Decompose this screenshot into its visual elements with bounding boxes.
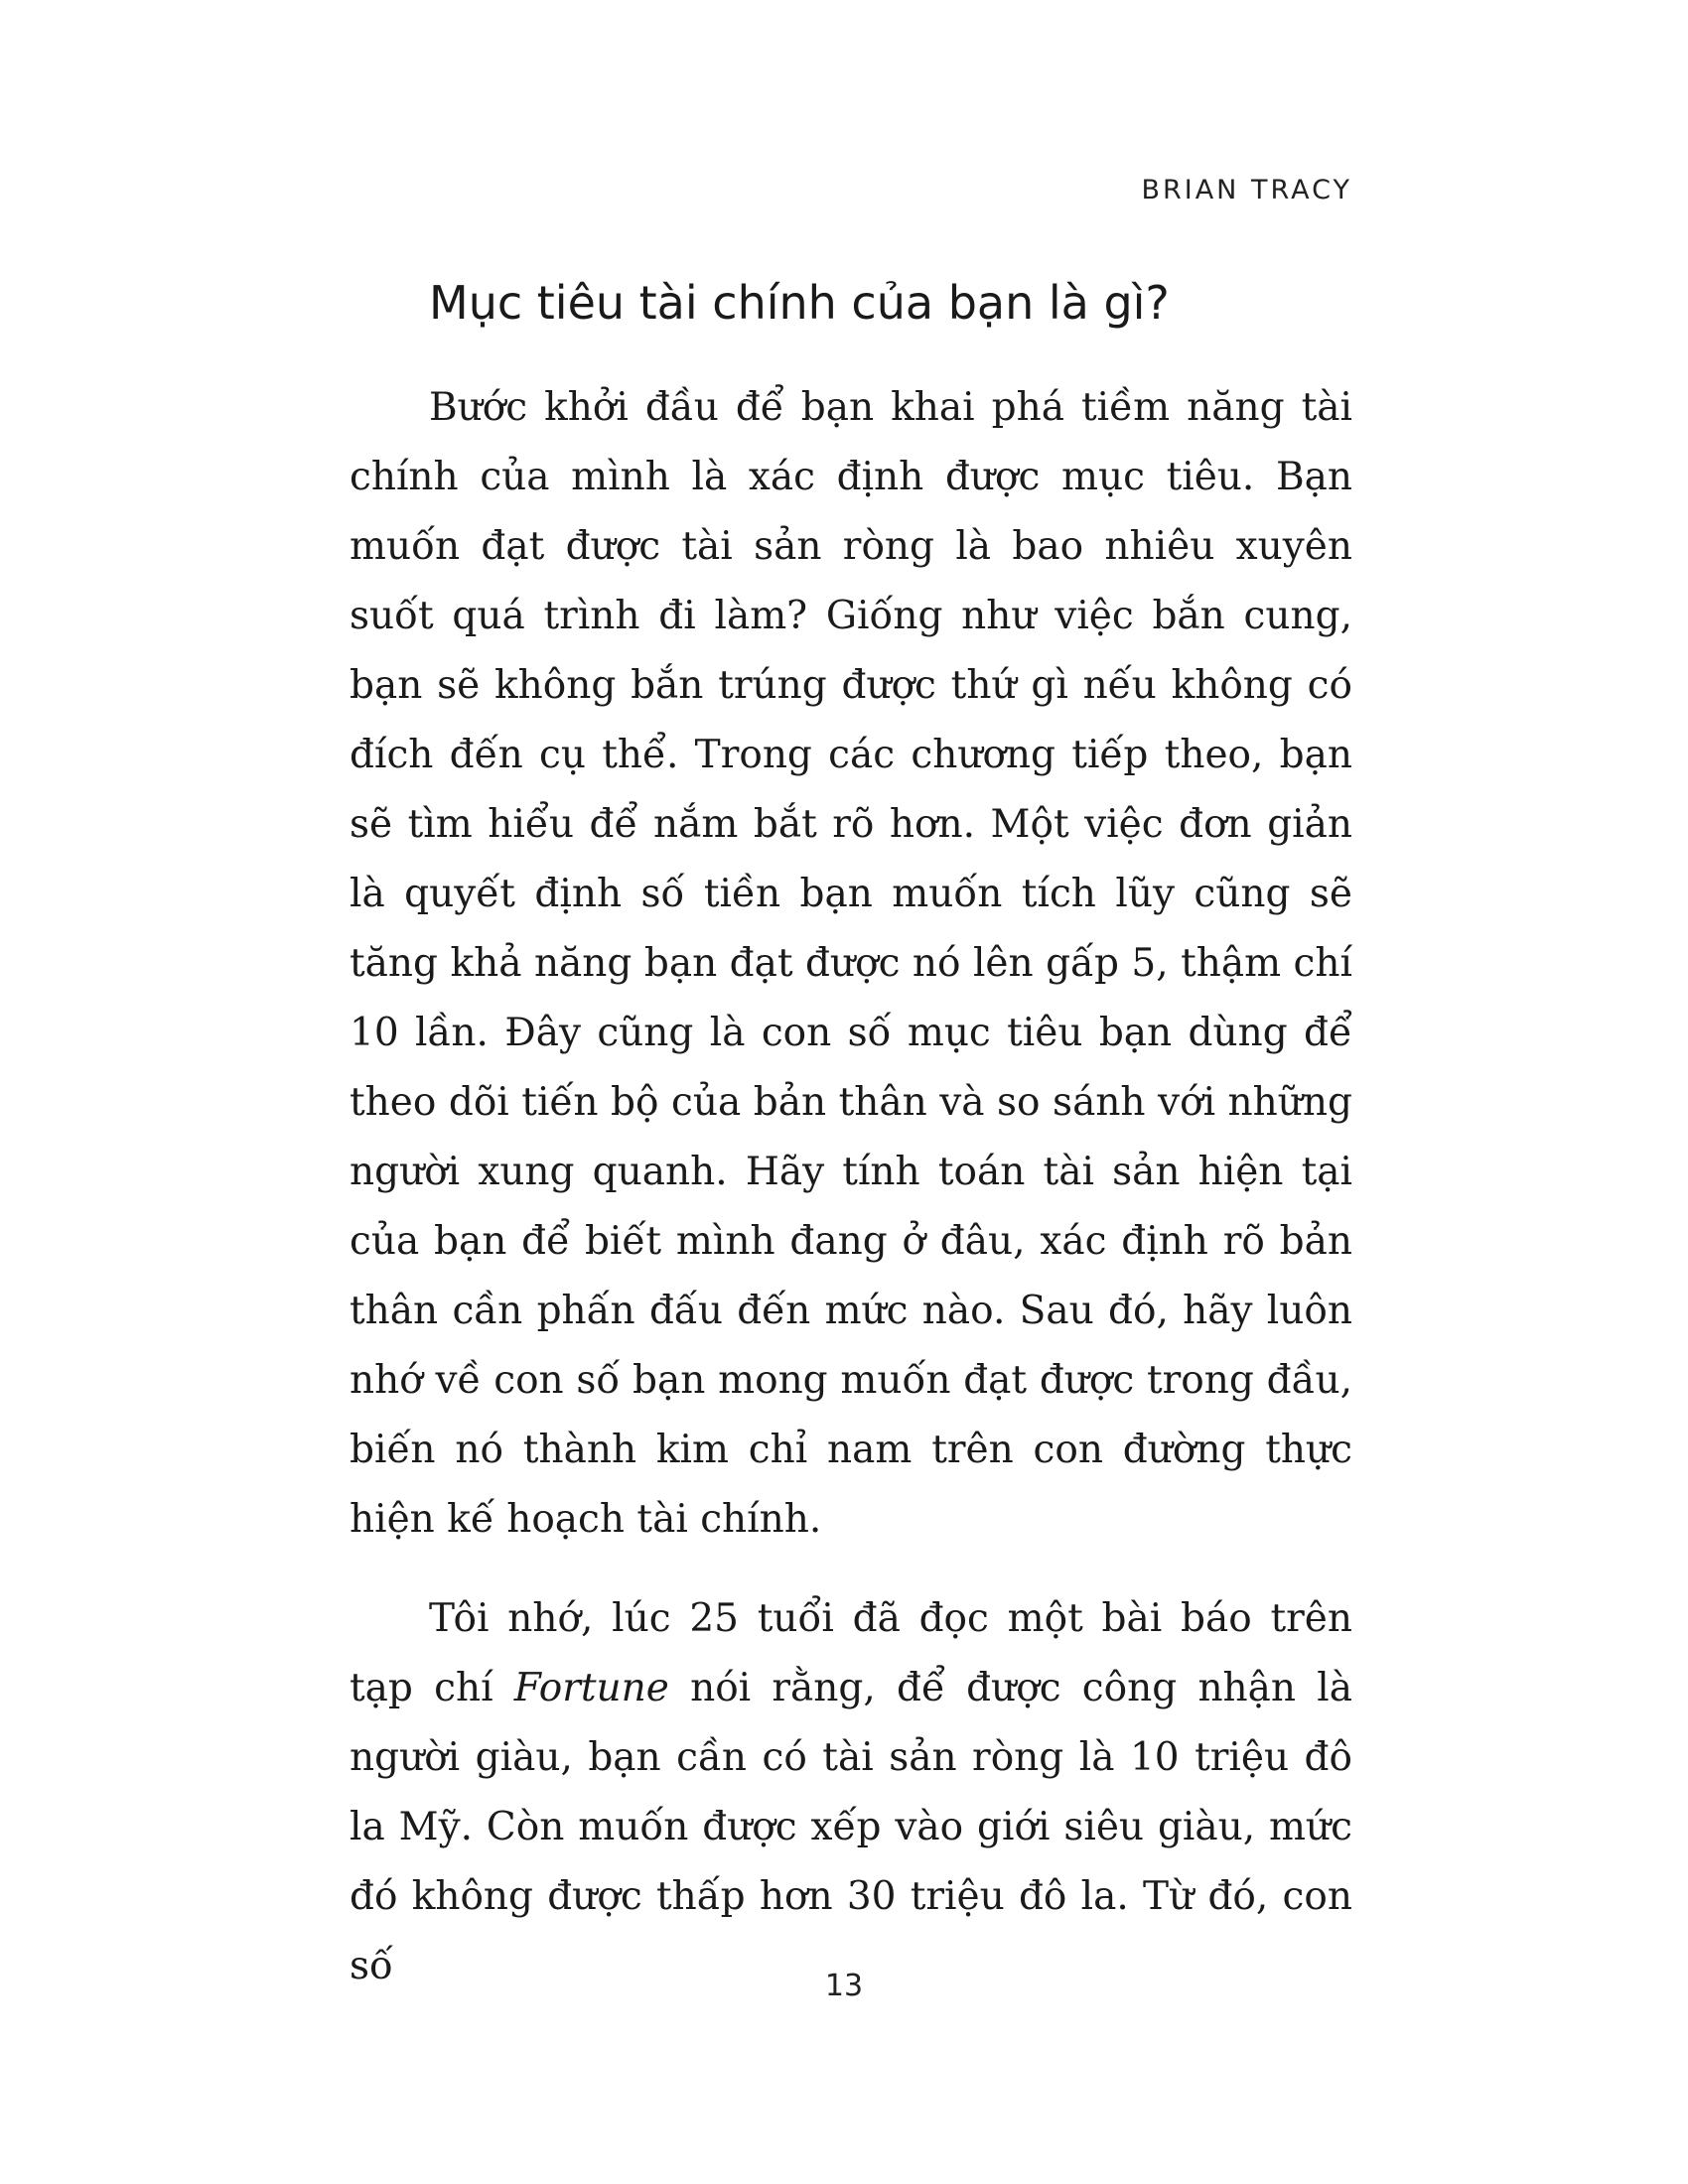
paragraph-2 <box>350 1584 1352 2001</box>
paragraph-2-end: nói rằng, để được công nhận là người giàu, bạn cần có tài sản ròng là 10 triệu đô la Mỹ. Còn muốn được xếp vào giới siêu giàu, mức đó không được thấp hơn 30 triệu đô la. Từ đó, con số <box>350 1666 1353 1988</box>
paragraph-1: Bước khởi đầu để bạn khai phá tiềm năng tài chính của mình là xác định được mục tiêu. Bạn muốn đạt được tài sản ròng là bao nhiêu xuyên suốt quá trình đi làm? Giống như việc bắn cung, bạn sẽ không bắn trúng được thứ gì nếu không có đích đến cụ thể. Trong các chương tiếp theo, bạn sẽ tìm hiểu để nắm bắt rõ hơn. Một việc đơn giản là quyết định số tiền bạn muốn tích lũy cũng sẽ tăng khả năng bạn đạt được nó lên gấp 5, thậm chí 10 lần. Đây cũng là con số mục tiêu bạn dùng để theo dõi tiến bộ của bản thân và so sánh với những người xung quanh. Hãy tính toán tài sản hiện tại của bạn để biết mình đang ở đâu, xác định rõ bản thân cần phấn đấu đến mức nào. Sau đó, hãy luôn nhớ về con số bạn mong muốn đạt được trong đầu, biến nó thành kim chỉ nam trên con đường thực hiện kế hoạch tài chính. <box>350 385 1352 1542</box>
body-text <box>350 373 1352 2001</box>
page-number: 13 <box>824 1969 864 2003</box>
section-title: Mục tiêu tài chính của bạn là gì? <box>429 276 1170 330</box>
paragraph-2-start: Tôi nhớ, lúc 25 tuổi đã đọc một bài báo trên tạp chí <box>350 1596 1352 1710</box>
magazine-title: Fortune <box>513 1666 669 1710</box>
running-header-author: BRIAN TRACY <box>1141 175 1352 205</box>
